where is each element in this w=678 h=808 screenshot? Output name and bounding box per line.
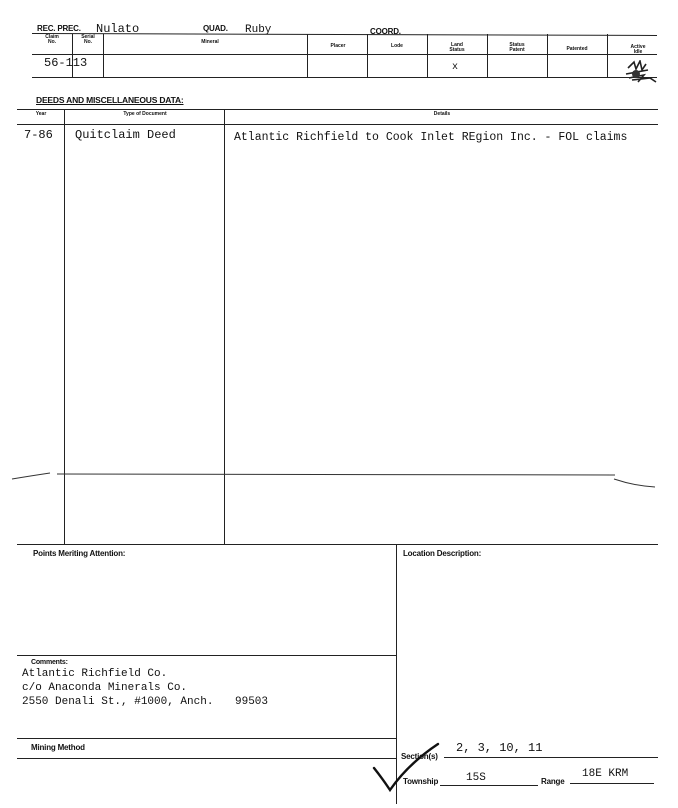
quad-label: QUAD. xyxy=(203,24,228,33)
col-land-status: Land Status xyxy=(449,42,465,53)
comments-line-1: Atlantic Richfield Co. xyxy=(22,668,168,680)
range-label: Range xyxy=(541,777,565,786)
mining-method-label: Mining Method xyxy=(31,743,85,752)
header-divider xyxy=(487,34,488,77)
sections-label: Section(s) xyxy=(401,752,438,761)
comments-line-3: 2550 Denali St., #1000, Anch. xyxy=(22,696,214,708)
deeds-section-title: DEEDS AND MISCELLANEOUS DATA: xyxy=(36,95,184,105)
comments-zip: 99503 xyxy=(235,696,269,708)
scribble-mark-icon xyxy=(620,60,660,86)
col-active-idle: Active Idle xyxy=(630,44,646,55)
header-divider xyxy=(427,34,428,77)
rec-prec-label: REC. PREC. xyxy=(37,24,81,33)
header-divider xyxy=(607,34,608,77)
header-divider xyxy=(307,34,308,77)
township-label: Township xyxy=(403,777,439,786)
header-divider xyxy=(547,34,548,77)
col-year: Year xyxy=(35,111,47,117)
deed-type: Quitclaim Deed xyxy=(75,128,176,142)
deeds-table-bottom xyxy=(17,544,658,545)
col-mineral: Mineral xyxy=(201,39,219,45)
comments-label: Comments: xyxy=(31,659,68,666)
col-patented: Patented xyxy=(566,46,588,52)
col-details: Details xyxy=(433,111,451,117)
col-placer: Placer xyxy=(330,43,346,49)
rec-prec-value: Nulato xyxy=(96,22,140,36)
land-status-mark: x xyxy=(452,62,459,73)
comments-line-2: c/o Anaconda Minerals Co. xyxy=(22,682,188,694)
range-underline xyxy=(570,783,654,784)
header-section xyxy=(0,0,678,90)
col-claim-no: Claim No. xyxy=(45,34,59,45)
header-mid-rule xyxy=(32,54,657,55)
quad-value: Ruby xyxy=(245,24,272,36)
col-serial-no: Serial No. xyxy=(81,34,95,45)
range-value: 18E KRM xyxy=(582,768,629,780)
col-type: Type of Document xyxy=(123,111,167,117)
fold-line xyxy=(0,466,678,496)
coord-label: COORD. xyxy=(370,27,401,36)
sections-underline xyxy=(444,757,658,758)
mining-top-rule xyxy=(17,738,396,739)
col-status-patent: Status Patent xyxy=(509,42,525,53)
points-label: Points Meriting Attention: xyxy=(33,549,126,558)
township-value: 15S xyxy=(466,772,486,784)
header-divider xyxy=(103,34,104,77)
deed-details: Atlantic Richfield to Cook Inlet REgion Inc. - FOL claims xyxy=(234,131,628,144)
header-bottom-rule xyxy=(32,77,657,78)
col-lode: Lode xyxy=(391,43,403,49)
mining-mid-rule xyxy=(17,758,396,759)
location-label: Location Description: xyxy=(403,549,482,558)
comments-top-rule xyxy=(17,655,396,656)
deeds-table-top xyxy=(17,109,658,110)
sections-value: 2, 3, 10, 11 xyxy=(456,741,543,755)
township-underline xyxy=(440,785,538,786)
deeds-header-rule xyxy=(17,124,658,125)
deed-year: 7-86 xyxy=(24,128,53,142)
checkmark-icon xyxy=(368,738,448,798)
claim-no-value: 56-113 xyxy=(44,56,88,70)
header-divider xyxy=(367,34,368,77)
